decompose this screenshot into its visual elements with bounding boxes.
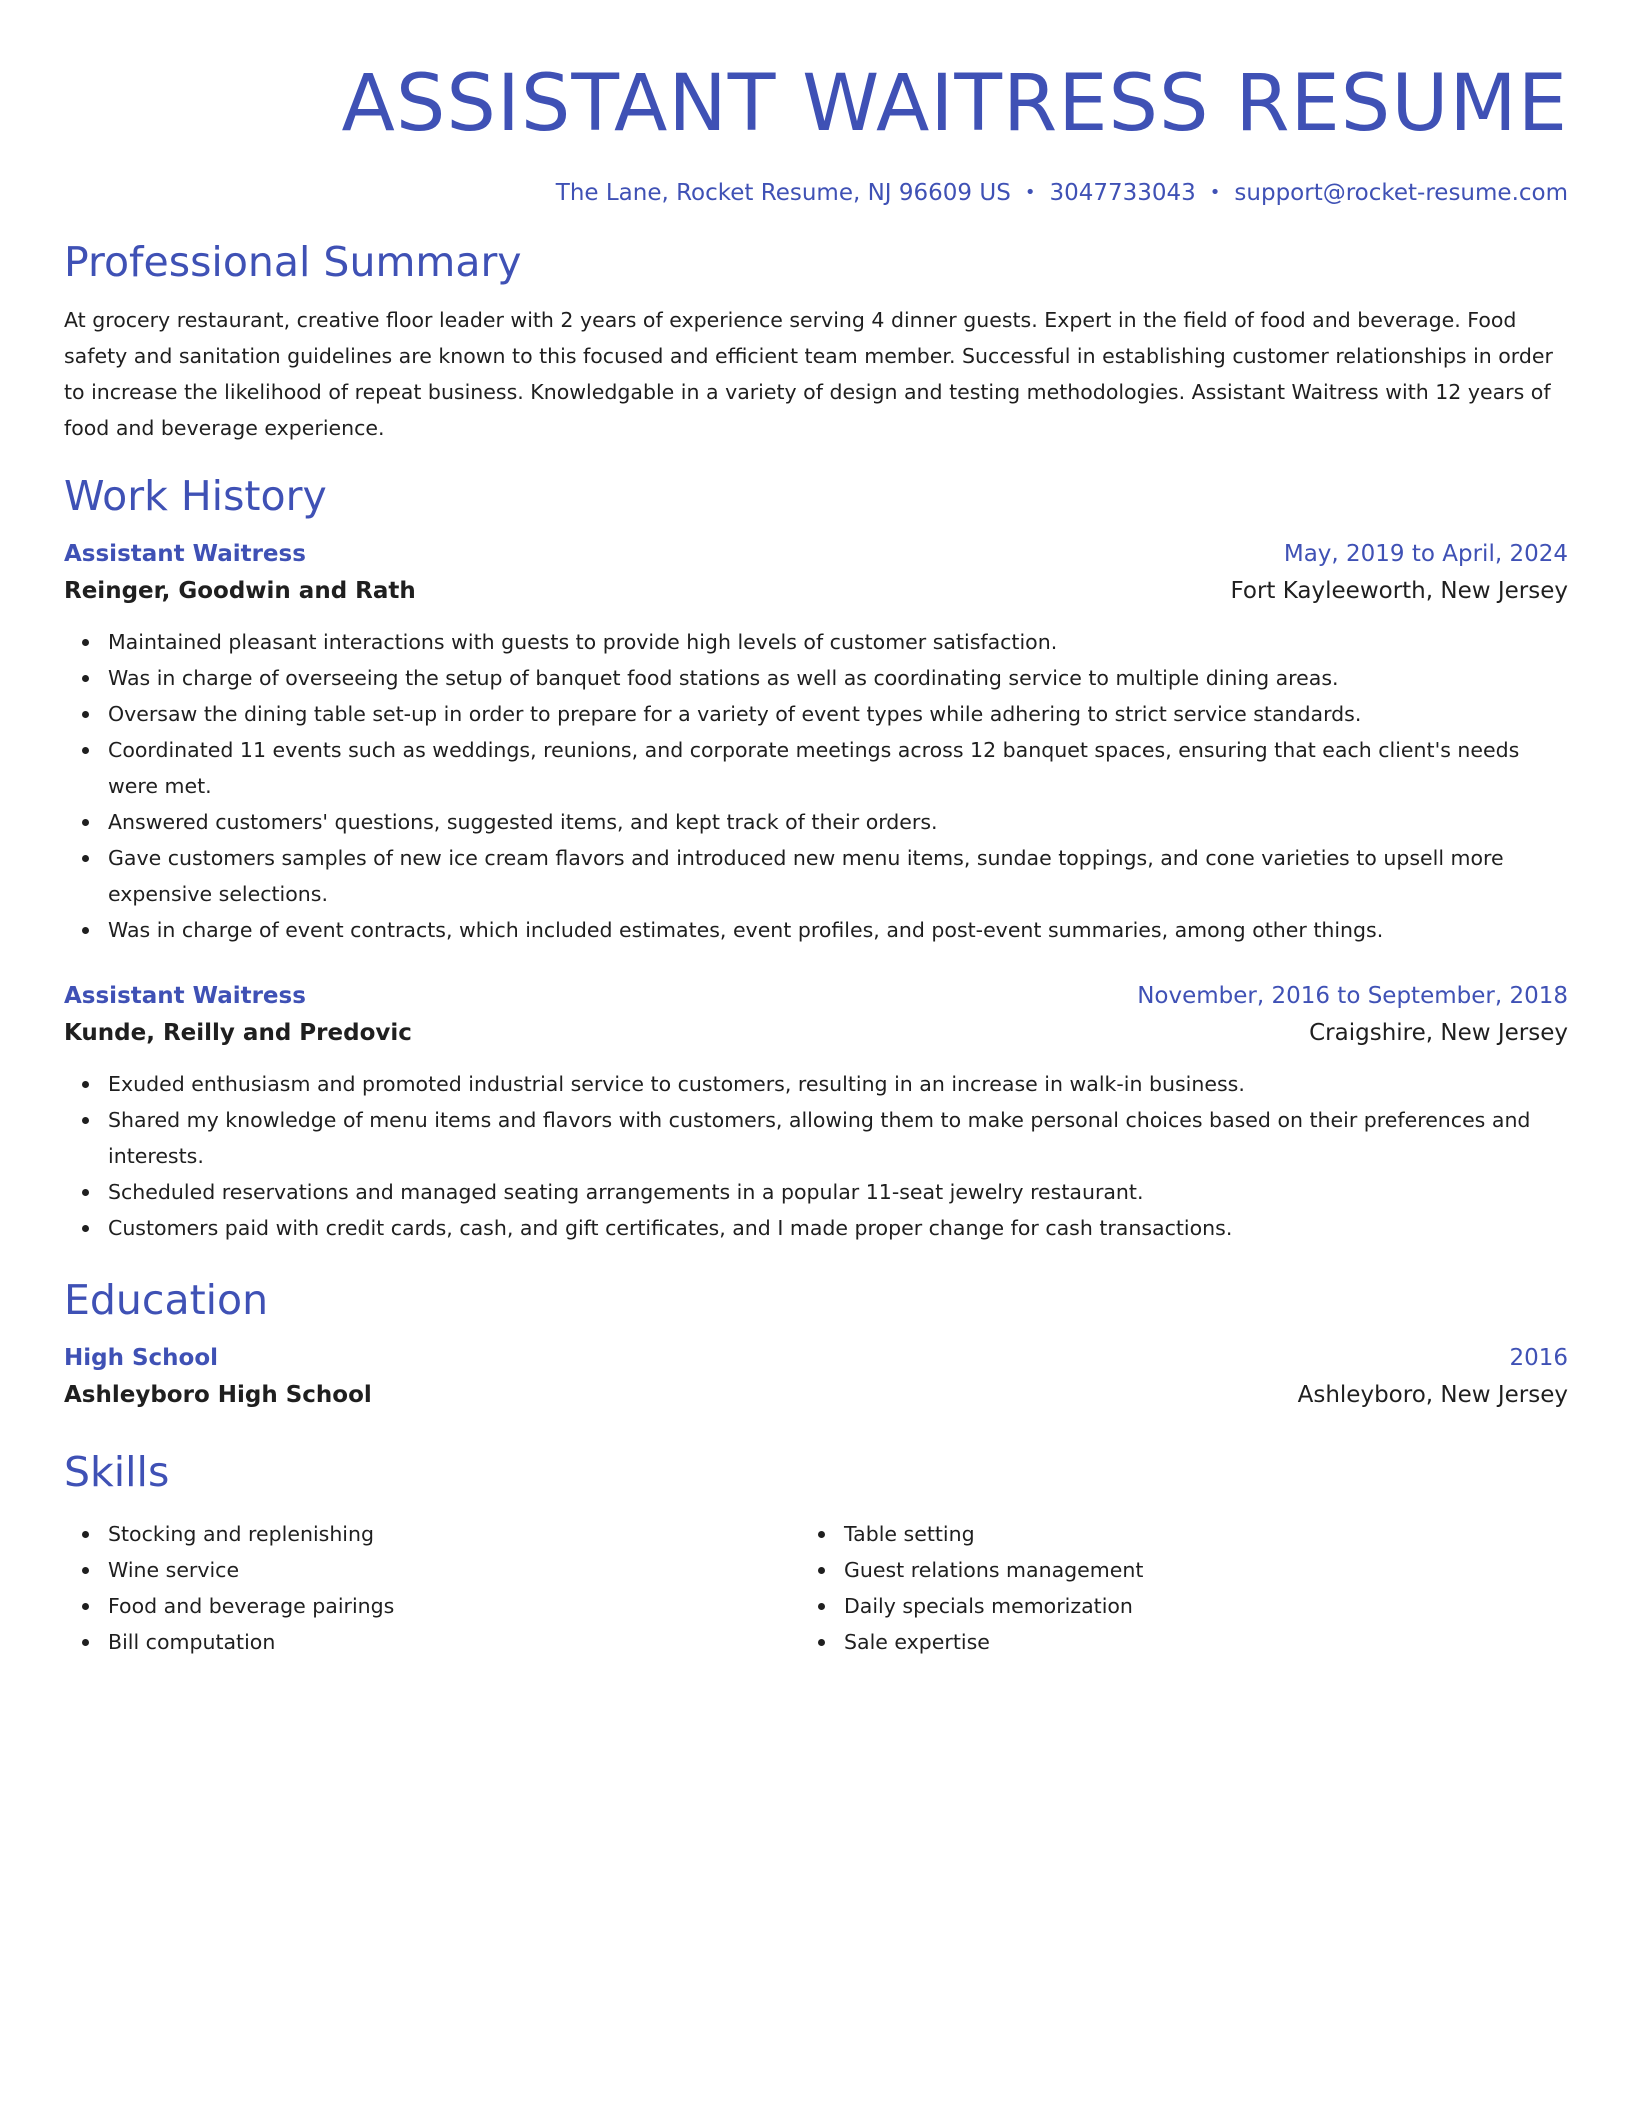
skill-item: Bill computation — [108, 1624, 800, 1660]
skill-item: Food and beverage pairings — [108, 1588, 800, 1624]
contact-separator: • — [1024, 182, 1036, 203]
job-dates: November, 2016 to September, 2018 — [1137, 983, 1568, 1009]
contact-phone: 3047733043 — [1049, 180, 1196, 206]
job-employer: Kunde, Reilly and Predovic — [64, 1020, 412, 1046]
job-bullet: Was in charge of event contracts, which included estimates, event profiles, and post-event summaries, among other things. — [108, 912, 1568, 948]
skill-item: Daily specials memorization — [844, 1588, 1536, 1624]
job-location: Fort Kayleeworth, New Jersey — [1230, 578, 1568, 604]
job-bullet: Gave customers samples of new ice cream flavors and introduced new menu items, sundae toppings, and cone varieties to upsell more expensive selections. — [108, 840, 1568, 912]
skill-item: Sale expertise — [844, 1624, 1536, 1660]
contact-separator: • — [1209, 182, 1221, 203]
skills-column-right — [800, 1516, 1536, 1660]
job-title-row — [64, 536, 1568, 572]
education-degree: High School — [64, 1345, 219, 1371]
job-bullet: Customers paid with credit cards, cash, and gift certificates, and I made proper change for cash transactions. — [108, 1210, 1568, 1246]
skill-item: Table setting — [844, 1516, 1536, 1552]
skill-item: Stocking and replenishing — [108, 1516, 800, 1552]
resume-page — [64, 0, 1568, 1660]
job-bullet: Answered customers' questions, suggested items, and kept track of their orders. — [108, 804, 1568, 840]
skills-grid — [64, 1516, 1568, 1660]
skills-column-left — [64, 1516, 800, 1660]
job-location: Craigshire, New Jersey — [1309, 1020, 1568, 1046]
job-entry — [64, 536, 1568, 948]
job-employer-row — [64, 572, 1568, 610]
job-bullet: Oversaw the dining table set-up in order to prepare for a variety of event types while adhering to strict service standards. — [108, 696, 1568, 732]
job-bullet: Maintained pleasant interactions with guests to provide high levels of customer satisfaction. — [108, 624, 1568, 660]
skills-list — [800, 1516, 1536, 1660]
contact-line — [64, 178, 1568, 208]
job-bullet: Scheduled reservations and managed seating arrangements in a popular 11-seat jewelry restaurant. — [108, 1174, 1568, 1210]
job-bullets — [64, 624, 1568, 948]
education-entry — [64, 1340, 1568, 1414]
job-entry — [64, 978, 1568, 1246]
job-bullet: Coordinated 11 events such as weddings, reunions, and corporate meetings across 12 banquet spaces, ensuring that each client's needs were met. — [108, 732, 1568, 804]
job-bullets — [64, 1066, 1568, 1246]
education-heading: Education — [64, 1276, 269, 1324]
job-bullet: Shared my knowledge of menu items and flavors with customers, allowing them to make personal choices based on their preferences and interests. — [108, 1102, 1568, 1174]
job-title-row — [64, 978, 1568, 1014]
skill-item: Wine service — [108, 1552, 800, 1588]
job-dates: May, 2019 to April, 2024 — [1283, 541, 1568, 567]
education-school: Ashleyboro High School — [64, 1382, 372, 1408]
work-history-heading: Work History — [64, 472, 327, 520]
resume-title: ASSISTANT WAITRESS RESUME — [341, 59, 1568, 149]
skills-heading: Skills — [64, 1448, 170, 1496]
contact-address: The Lane, Rocket Resume, NJ 96609 US — [555, 180, 1011, 206]
job-bullet: Exuded enthusiasm and promoted industrial service to customers, resulting in an increase in walk-in business. — [108, 1066, 1568, 1102]
skill-item: Guest relations management — [844, 1552, 1536, 1588]
summary-text: At grocery restaurant, creative floor leader with 2 years of experience serving 4 dinner guests. Expert in the field of food and beverage. Food safety and sanitation guidelines are known to this focused and efficient team member. Successful in establishing customer relationships in order to increase the likelihood of repeat business. Knowledgable in a variety of design and testing methodologies. Assistant Waitress with 12 years of food and beverage experience. — [64, 308, 1553, 440]
education-location: Ashleyboro, New Jersey — [1297, 1382, 1568, 1408]
education-degree-row — [64, 1340, 1568, 1376]
job-employer: Reinger, Goodwin and Rath — [64, 578, 416, 604]
contact-email: support@rocket-resume.com — [1234, 180, 1568, 206]
education-year: 2016 — [1509, 1345, 1568, 1371]
job-title: Assistant Waitress — [64, 983, 306, 1009]
summary-heading: Professional Summary — [64, 238, 522, 286]
job-bullet: Was in charge of overseeing the setup of banquet food stations as well as coordinating service to multiple dining areas. — [108, 660, 1568, 696]
education-school-row — [64, 1376, 1568, 1414]
skills-list — [64, 1516, 800, 1660]
job-title: Assistant Waitress — [64, 541, 306, 567]
job-employer-row — [64, 1014, 1568, 1052]
